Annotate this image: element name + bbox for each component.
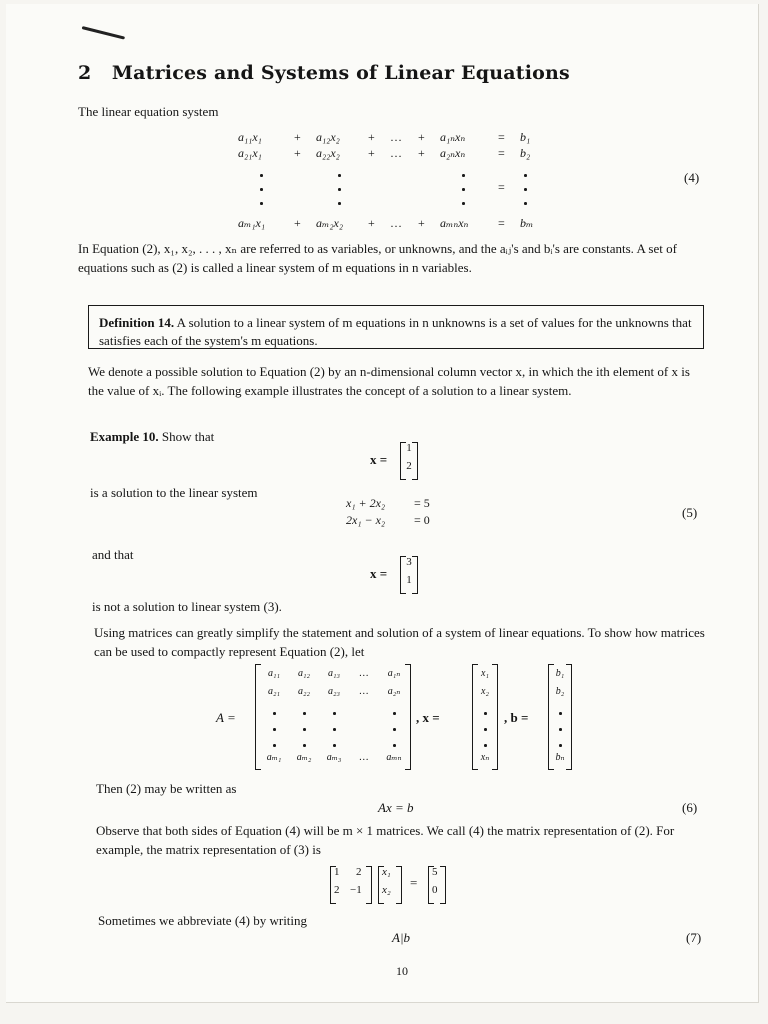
vdot	[559, 712, 562, 715]
sys4-r1-t3: a₁ₙxₙ	[440, 130, 466, 144]
vdot	[559, 728, 562, 731]
example-label: Example 10.	[90, 429, 159, 444]
equation-number-6: (6)	[682, 800, 698, 815]
vdot	[524, 202, 527, 205]
section-number: 2	[78, 62, 92, 84]
x-cell: x₁	[481, 668, 489, 679]
sys4-r2-op2: +	[368, 146, 375, 160]
right-bracket	[412, 556, 418, 594]
vec2-entry-1: 3	[406, 556, 412, 568]
sys4-r2-t2: a₂₂x₂	[316, 146, 340, 160]
a-cell: a₂₁	[268, 686, 280, 697]
sys4-rm-t2: aₘ₂x₂	[316, 216, 344, 230]
equation-number-4: (4)	[684, 170, 700, 185]
sys4-r1-rhs: b₁	[520, 130, 531, 144]
a-cell: a₁₁	[268, 668, 280, 679]
a-cell: …	[359, 752, 369, 763]
rhs-1: 5	[432, 866, 438, 878]
paragraph-solution-vector: We denote a possible solution to Equation (2) by an n-dimensional column vector x, in which the ith element of x is the value of xᵢ. The following example illustrates the concept of a solution to a linear system.	[88, 364, 690, 398]
vdot	[462, 188, 465, 191]
sys4-r1-op3: +	[418, 130, 425, 144]
matrix-A-label: A =	[216, 710, 236, 725]
a-cell: aₘ₃	[326, 752, 342, 763]
var-2: x₂	[382, 884, 391, 896]
vdot	[484, 744, 487, 747]
coef-12: 2	[356, 866, 362, 878]
right-bracket	[412, 442, 418, 480]
sys4-r1-dots: …	[390, 130, 402, 144]
sys4-mid-eq: =	[498, 180, 505, 194]
paragraph-abbreviate: Sometimes we abbreviate (4) by writing	[98, 913, 308, 928]
then-text: Then (2) may be written as	[96, 781, 237, 796]
vdot	[338, 174, 341, 177]
sys4-rm-rhs: bₘ	[520, 216, 534, 230]
sys5-row2-rhs: = 0	[414, 513, 430, 527]
vdot	[559, 744, 562, 747]
coef-11: 1	[334, 866, 340, 878]
a-cell: aₘ₁	[266, 752, 282, 763]
sys4-r2-t1: a₂₁x₁	[238, 146, 262, 160]
x-cell: x₂	[481, 686, 489, 697]
vdot	[393, 728, 396, 731]
vdot	[524, 188, 527, 191]
vdot	[393, 712, 396, 715]
vdot	[303, 728, 306, 731]
a-cell: a₂ₙ	[387, 686, 401, 697]
vdot	[462, 202, 465, 205]
and-that-text: and that	[92, 547, 134, 562]
sys4-r2-op1: +	[294, 146, 301, 160]
a-cell: …	[359, 668, 369, 679]
b-cell: b₂	[555, 686, 565, 697]
rhs-2: 0	[432, 884, 438, 896]
vdot	[333, 728, 336, 731]
definition-box	[88, 305, 704, 349]
equation-6: Ax = b	[378, 800, 414, 815]
a-cell: …	[359, 686, 369, 697]
sys4-rm-t1: aₘ₁x₁	[238, 216, 266, 230]
a-cell: aₘ₂	[296, 752, 312, 763]
x-equals-1: x =	[370, 452, 388, 467]
x-vector-label: , x =	[416, 710, 440, 725]
vdot	[260, 188, 263, 191]
a-cell: a₂₂	[298, 686, 310, 697]
vdot	[273, 728, 276, 731]
b-cell: b₁	[555, 668, 565, 679]
section-title: Matrices and Systems of Linear Equations	[111, 62, 570, 84]
example-text: Show that	[161, 429, 215, 444]
sys4-r2-eq: =	[498, 146, 505, 160]
var-1: x₁	[382, 866, 391, 878]
sys4-rm-op3: +	[418, 216, 425, 230]
sys4-rm-op2: +	[368, 216, 375, 230]
paragraph-observe: Observe that both sides of Equation (4) will be m × 1 matrices. We call (4) the matrix representation of (2). For example, the matrix representation of (3) is	[96, 823, 675, 857]
sys4-r2-op3: +	[418, 146, 425, 160]
vdot	[484, 728, 487, 731]
sys4-rm-dots: …	[390, 216, 402, 230]
a-cell: a₁ₙ	[387, 668, 401, 679]
vdot	[338, 188, 341, 191]
vdot	[524, 174, 527, 177]
a-cell: aₘₙ	[386, 752, 402, 763]
sys5-row2-lhs: 2x₁ − x₂	[346, 513, 386, 527]
right-bracket	[366, 866, 372, 904]
vdot	[273, 744, 276, 747]
vdot	[333, 712, 336, 715]
sys4-r1-t1: a₁₁x₁	[238, 130, 262, 144]
section-heading	[78, 62, 570, 84]
vdot	[303, 712, 306, 715]
sys4-rm-op1: +	[294, 216, 301, 230]
vec1-entry-1: 1	[406, 442, 412, 454]
vec2-entry-2: 1	[406, 574, 412, 586]
sys4-r1-eq: =	[498, 130, 505, 144]
solution-text: is a solution to the linear system	[90, 485, 258, 500]
right-bracket	[396, 866, 402, 904]
equation-number-7: (7)	[686, 930, 702, 945]
vdot	[303, 744, 306, 747]
right-bracket	[440, 866, 446, 904]
equals-sign: =	[410, 875, 418, 890]
vec1-entry-2: 2	[406, 460, 412, 472]
page-number: 10	[396, 964, 408, 978]
sys4-r2-t3: a₂ₙxₙ	[440, 146, 466, 160]
sys4-r2-rhs: b₂	[520, 146, 531, 160]
sys4-rm-eq: =	[498, 216, 505, 230]
equation-7: A|b	[392, 930, 411, 945]
vdot	[338, 202, 341, 205]
vdot	[273, 712, 276, 715]
definition-text	[99, 314, 693, 350]
vdot	[260, 174, 263, 177]
sys5-row1-rhs: = 5	[414, 496, 430, 510]
vdot	[462, 174, 465, 177]
a-cell: a₂₃	[328, 686, 340, 697]
vdot	[333, 744, 336, 747]
coef-22: −1	[350, 884, 362, 896]
equation-number-5: (5)	[682, 505, 698, 520]
x-cell: xₙ	[480, 752, 490, 763]
vdot	[393, 744, 396, 747]
x-equals-2: x =	[370, 566, 388, 581]
b-cell: bₙ	[555, 752, 565, 763]
intro-text: The linear equation system	[78, 104, 219, 119]
linear-system-4	[238, 130, 558, 230]
paragraph-matrices: Using matrices can greatly simplify the statement and solution of a system of linear equations. To show how matrices can be used to compactly represent Equation (2), let	[94, 625, 705, 659]
not-solution-text: is not a solution to linear system (3).	[92, 599, 282, 614]
a-cell: a₁₃	[328, 668, 340, 679]
vdot	[260, 202, 263, 205]
sys4-r1-op2: +	[368, 130, 375, 144]
definition-label: Definition 14.	[99, 315, 175, 330]
paragraph-variables: In Equation (2), x₁, x₂, . . . , xₙ are referred to as variables, or unknowns, and the aᵢⱼ's and bᵢ's are constants. A set of equations such as (2) is called a linear system of m equations in n variables.	[78, 241, 677, 275]
sys4-r2-dots: …	[390, 146, 402, 160]
example-line	[90, 428, 214, 447]
sys4-r1-op1: +	[294, 130, 301, 144]
definition-body: A solution to a linear system of m equations in n unknowns is a set of values for the unknowns that satisfies each of the system's m equations.	[99, 315, 692, 349]
sys5-row1-lhs: x₁ + 2x₂	[346, 496, 386, 510]
vdot	[484, 712, 487, 715]
sys4-r1-t2: a₁₂x₂	[316, 130, 340, 144]
a-cell: a₁₂	[298, 668, 310, 679]
b-vector-label: , b =	[504, 710, 529, 725]
sys4-rm-t3: aₘₙxₙ	[440, 216, 469, 230]
coef-21: 2	[334, 884, 340, 896]
